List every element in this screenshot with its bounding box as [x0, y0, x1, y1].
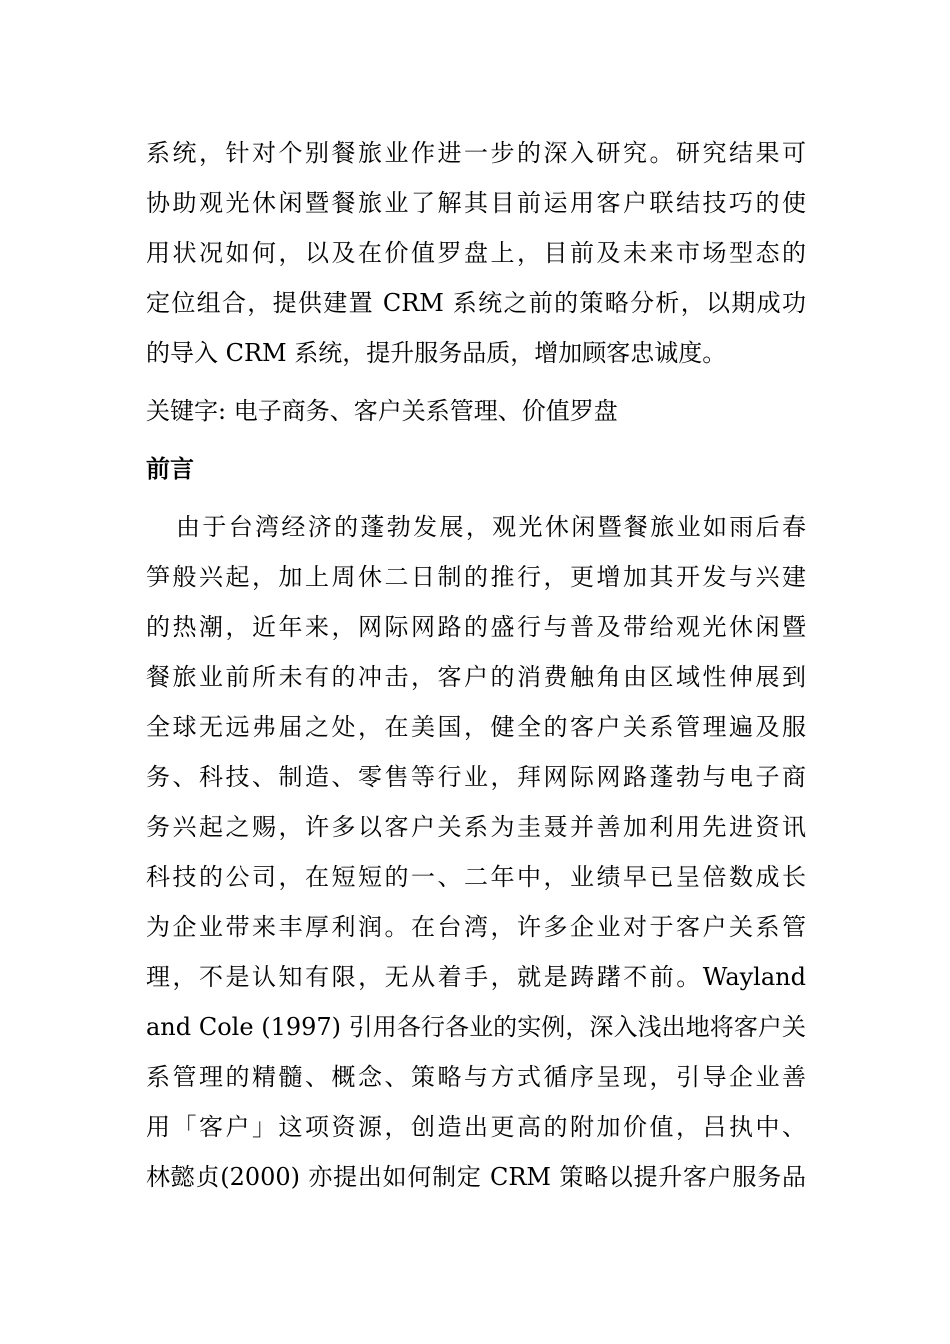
abstract-line: 用状况如何，以及在价值罗盘上，目前及未来市场型态的 [146, 239, 806, 267]
body-line: 科技的公司，在短短的一、二年中，业绩早已呈倍数成长 [146, 863, 806, 891]
body-line: 系管理的精髓、概念、策略与方式循序呈现，引导企业善 [146, 1063, 806, 1091]
keywords-line: 关键字: 电子商务、客户关系管理、价值罗盘 [146, 397, 618, 425]
body-line: 的热潮，近年来，网际网路的盛行与普及带给观光休闲暨 [146, 613, 806, 641]
body-line: 理，不是认知有限，无从着手，就是踌躇不前。Wayland [146, 963, 806, 991]
body-paragraph [146, 502, 806, 1202]
abstract-line: 的导入 CRM 系统，提升服务品质，增加顾客忠诚度。 [146, 339, 727, 367]
document-page [146, 128, 806, 1202]
body-line: 笋般兴起，加上周休二日制的推行，更增加其开发与兴建 [146, 563, 806, 591]
abstract-line: 定位组合，提供建置 CRM 系统之前的策略分析，以期成功 [146, 289, 806, 317]
body-line: 务、科技、制造、零售等行业，拜网际网路蓬勃与电子商 [146, 763, 806, 791]
body-line: 用「客户」这项资源，创造出更高的附加价值，吕执中、 [146, 1113, 806, 1141]
section-heading: 前言 [146, 454, 194, 483]
body-line: 为企业带来丰厚利润。在台湾，许多企业对于客户关系管 [146, 913, 806, 941]
body-line: 林懿贞(2000) 亦提出如何制定 CRM 策略以提升客户服务品 [146, 1163, 806, 1191]
abstract-line: 系统，针对个别餐旅业作进一步的深入研究。研究结果可 [146, 139, 806, 167]
body-line: and Cole (1997) 引用各行各业的实例，深入浅出地将客户关 [146, 1013, 806, 1041]
abstract-line: 协助观光休闲暨餐旅业了解其目前运用客户联结技巧的使 [146, 189, 806, 217]
body-line: 务兴起之赐，许多以客户关系为圭聂并善加利用先进资讯 [146, 813, 806, 841]
body-line: 餐旅业前所未有的冲击，客户的消费触角由区域性伸展到 [146, 663, 806, 691]
body-line: 全球无远弗届之处，在美国，健全的客户关系管理遍及服 [146, 713, 806, 741]
body-line: 由于台湾经济的蓬勃发展，观光休闲暨餐旅业如雨后春 [176, 513, 806, 541]
abstract-paragraph [146, 128, 806, 378]
